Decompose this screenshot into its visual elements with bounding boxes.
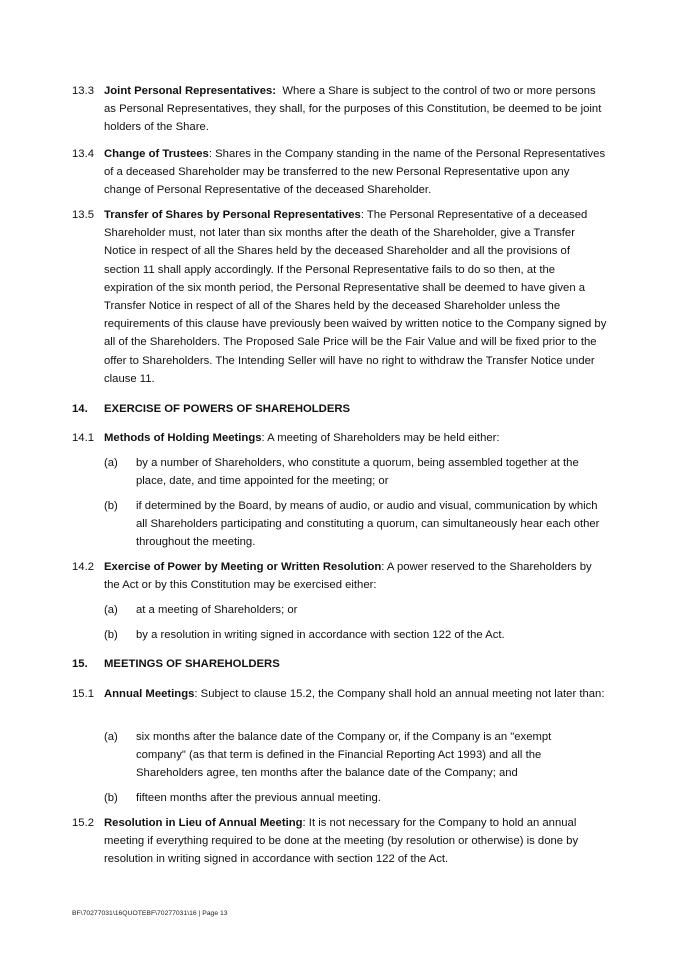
clause-title: Change of Trustees: [104, 148, 209, 160]
clause-title: Transfer of Shares by Personal Representatives: [104, 209, 361, 221]
section-heading-14: [72, 400, 350, 418]
clause-14-2: [72, 558, 607, 594]
subclause-15-1-b: [104, 789, 604, 807]
subclause-14-2-a: [104, 601, 604, 619]
subclause-14-2-b: [104, 626, 604, 644]
clause-14-1: [72, 429, 607, 447]
clause-text: : It is not necessary for the Company to hold an annual meeting if everything required to be done at the meeting (by resolution or otherwise) is done by resolution in writing signed in accordance with section 122 of the Act.: [104, 817, 579, 866]
clause-number: 14.1: [72, 432, 94, 444]
clause-number: 14.2: [72, 561, 94, 573]
clause-number: 13.3: [72, 85, 94, 97]
clause-text: : The Personal Representative of a deceased Shareholder must, not later than six months after the death of the Shareholder, give a Transfer Notice in respect of all the Shares held by the deceased Shareholder and all the provisions of section 11 shall apply accordingly. If the Personal Representative fails to do so then, at the expiration of the six month period, the Personal Representative shall be deemed to have given a Transfer Notice in respect of all of the Shares held by the deceased Shareholder unless the requirements of this clause have previously been waived by written notice to the Company signed by all of the Shareholders. The Proposed Sale Price will be the Fair Value and will be fixed prior to the offer to Shareholders. The Intending Seller will have no right to withdraw the Transfer Notice under clause 11.: [104, 209, 607, 385]
clause-number: 15.1: [72, 688, 94, 700]
subclause-text: fifteen months after the previous annual meeting.: [136, 792, 381, 804]
clause-15-1: [72, 685, 607, 703]
section-heading-15: [72, 655, 280, 673]
subclause-14-1-b: [104, 497, 604, 552]
section-title: EXERCISE OF POWERS OF SHAREHOLDERS: [104, 403, 351, 415]
clause-15-2: [72, 814, 607, 869]
section-number: 14.: [72, 403, 88, 415]
subclause-text: if determined by the Board, by means of audio, or audio and visual, communication by which all Shareholders participating and constituting a quorum, can simultaneously hear each other throughout the meeting.: [136, 500, 600, 549]
clause-13-3: [72, 82, 607, 137]
subclause-letter: (b): [104, 629, 118, 641]
clause-text: : A power reserved to the Shareholders by the Act or by this Constitution may be exercised either:: [104, 561, 592, 592]
subclause-text: six months after the balance date of the Company or, if the Company is an "exempt company" (as that term is defined in the Financial Reporting Act 1993) and all the Shareholders agree, ten months after the balance date of the Company; and: [136, 731, 552, 780]
subclause-letter: (a): [104, 604, 118, 616]
subclause-letter: (a): [104, 457, 118, 469]
subclause-14-1-a: [104, 454, 604, 490]
clause-number: 15.2: [72, 817, 94, 829]
clause-13-4: [72, 145, 607, 200]
subclause-15-1-a: [104, 728, 604, 783]
clause-number: 13.5: [72, 209, 94, 221]
clause-text: : A meeting of Shareholders may be held either:: [261, 432, 500, 444]
subclause-text: by a number of Shareholders, who constitute a quorum, being assembled together at the place, date, and time appointed for the meeting; or: [136, 457, 579, 488]
clause-number: 13.4: [72, 148, 94, 160]
clause-13-5: [72, 206, 607, 388]
clause-title: Resolution in Lieu of Annual Meeting: [104, 817, 303, 829]
clause-text: : Subject to clause 15.2, the Company shall hold an annual meeting not later than:: [194, 688, 605, 700]
section-number: 15.: [72, 658, 88, 670]
subclause-letter: (a): [104, 731, 118, 743]
clause-title: Joint Personal Representatives:: [104, 85, 277, 97]
subclause-text: at a meeting of Shareholders; or: [136, 604, 298, 616]
subclause-letter: (b): [104, 792, 118, 804]
clause-title: Methods of Holding Meetings: [104, 432, 262, 444]
section-title: MEETINGS OF SHAREHOLDERS: [104, 658, 280, 670]
subclause-letter: (b): [104, 500, 118, 512]
clause-title: Exercise of Power by Meeting or Written Resolution: [104, 561, 382, 573]
subclause-text: by a resolution in writing signed in accordance with section 122 of the Act.: [136, 629, 505, 641]
clause-text: Where a Share is subject to the control of two or more persons as Personal Representatives, they shall, for the purposes of this Constitution, be deemed to be joint holders of the Share.: [104, 85, 602, 134]
clause-title: Annual Meetings: [104, 688, 195, 700]
clause-text: : Shares in the Company standing in the name of the Personal Representatives of a deceased Shareholder may be transferred to the new Personal Representative upon any change of Personal Representative of the deceased Shareholder.: [104, 148, 606, 197]
page-footer: BF\70277031\16QUOTEBF\70277031\16 | Page 13: [72, 910, 228, 917]
